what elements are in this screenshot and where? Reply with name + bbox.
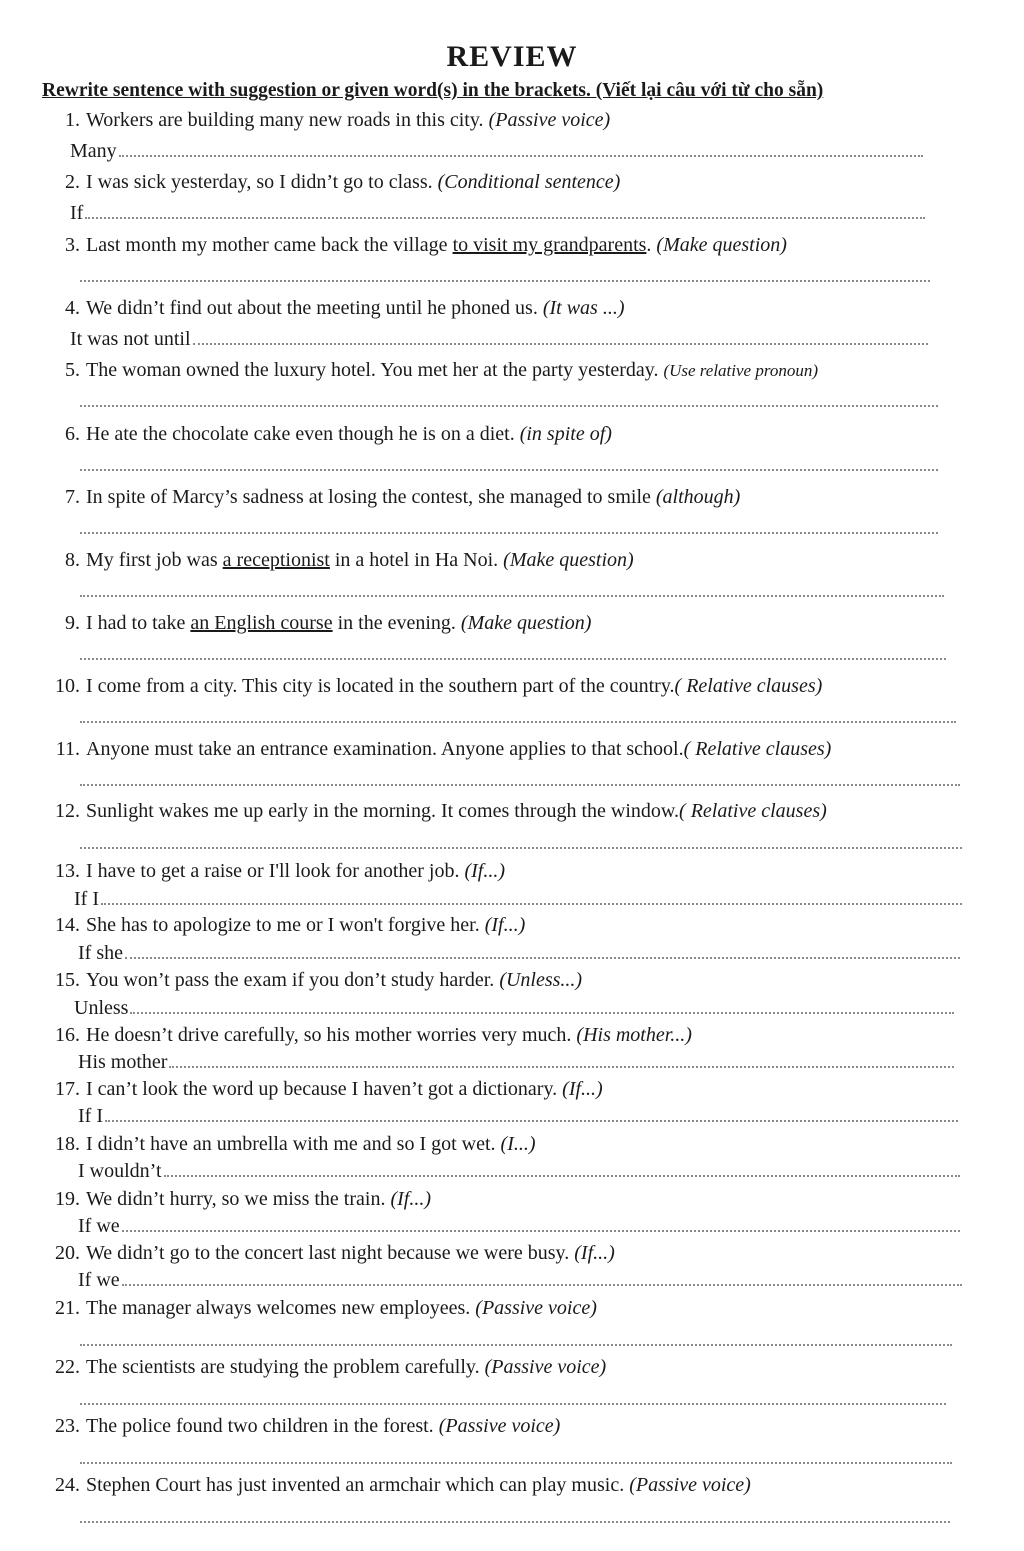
exercise-item-16	[48, 1022, 988, 1048]
item-number: 19.	[55, 1188, 80, 1210]
answer-dots	[85, 200, 925, 219]
item-number: 20.	[55, 1242, 80, 1264]
answer-line-22[interactable]	[78, 1386, 946, 1412]
item-number: 15.	[55, 969, 80, 991]
answer-dots	[80, 641, 946, 660]
item-hint: (Use relative pronoun)	[663, 361, 818, 380]
answer-line-19[interactable]	[78, 1213, 960, 1239]
item-hint: ( Relative clauses)	[674, 675, 823, 697]
item-sentence-start: My first job was	[86, 549, 223, 571]
answer-line-4[interactable]	[70, 326, 928, 352]
answer-start: If we	[78, 1215, 120, 1237]
item-number: 18.	[55, 1133, 80, 1155]
item-number: 16.	[55, 1024, 80, 1046]
item-sentence: The manager always welcomes new employees.	[86, 1297, 471, 1319]
exercise-item-7	[48, 484, 988, 510]
answer-line-5[interactable]	[78, 388, 938, 414]
item-hint: (If...)	[574, 1242, 615, 1264]
answer-line-18[interactable]	[78, 1158, 960, 1184]
answer-start: I wouldn’t	[78, 1160, 162, 1182]
answer-line-14[interactable]	[78, 940, 960, 966]
item-sentence: He doesn’t drive carefully, so his mother worries very much.	[86, 1024, 572, 1046]
answer-dots	[105, 1103, 958, 1122]
answer-dots	[80, 1504, 950, 1523]
item-sentence: We didn’t find out about the meeting until he phoned us.	[86, 297, 538, 319]
answer-start: If she	[78, 942, 123, 964]
item-hint: (It was ...)	[542, 297, 625, 319]
answer-dots	[80, 767, 960, 786]
item-sentence: She has to apologize to me or I won't forgive her.	[86, 914, 480, 936]
item-number: 22.	[55, 1356, 80, 1378]
item-number: 2.	[65, 171, 80, 193]
item-sentence: The scientists are studying the problem carefully.	[86, 1356, 480, 1378]
item-hint: (If...)	[464, 860, 506, 882]
exercise-item-9	[48, 610, 988, 636]
answer-line-23[interactable]	[78, 1445, 952, 1471]
answer-dots	[164, 1158, 960, 1177]
item-number: 7.	[65, 486, 80, 508]
item-hint: (If...)	[484, 914, 526, 936]
answer-dots	[80, 1445, 952, 1464]
item-sentence-end: in the evening.	[332, 612, 456, 634]
answer-line-2[interactable]	[70, 200, 925, 226]
item-sentence-end: in a hotel in Ha Noi.	[329, 549, 499, 571]
item-sentence: I come from a city. This city is located in the southern part of the country.	[86, 675, 675, 697]
item-hint: (Conditional sentence)	[437, 171, 621, 193]
answer-line-24[interactable]	[78, 1504, 950, 1530]
answer-start: Unless	[74, 997, 129, 1019]
answer-line-8[interactable]	[78, 578, 944, 604]
exercise-item-3	[48, 232, 988, 258]
item-hint: (If...)	[390, 1188, 431, 1210]
answer-dots	[119, 138, 923, 157]
item-sentence: I was sick yesterday, so I didn’t go to class.	[86, 171, 433, 193]
exercise-item-5	[48, 357, 988, 383]
item-sentence: I didn’t have an umbrella with me and so I got wet.	[86, 1133, 496, 1155]
item-hint: (His mother...)	[576, 1024, 692, 1046]
underlined-phrase: an English course	[190, 612, 333, 634]
item-number: 12.	[55, 800, 80, 822]
item-hint: (Passive voice)	[438, 1415, 561, 1437]
answer-line-21[interactable]	[78, 1327, 952, 1353]
answer-dots	[169, 1049, 954, 1068]
item-hint: (although)	[655, 486, 741, 508]
item-hint: (Passive voice)	[484, 1356, 607, 1378]
item-number: 21.	[55, 1297, 80, 1319]
item-sentence: Stephen Court has just invented an armchair which can play music.	[86, 1474, 625, 1496]
instruction: Rewrite sentence with suggestion or given word(s) in the brackets. (Viết lại câu với từ cho sẵn)	[42, 80, 824, 101]
item-hint: (Unless...)	[499, 969, 583, 991]
item-sentence: We didn’t hurry, so we miss the train.	[86, 1188, 386, 1210]
item-hint: (Make question)	[503, 549, 634, 571]
item-sentence: In spite of Marcy’s sadness at losing the contest, she managed to smile	[86, 486, 651, 508]
answer-line-1[interactable]	[70, 138, 923, 164]
item-sentence: We didn’t go to the concert last night because we were busy.	[86, 1242, 570, 1264]
exercise-item-4	[48, 295, 988, 321]
item-hint: ( Relative clauses)	[683, 738, 832, 760]
item-number: 6.	[65, 423, 80, 445]
item-hint: (Passive voice)	[629, 1474, 751, 1496]
exercise-item-10	[48, 673, 988, 699]
item-sentence: You won’t pass the exam if you don’t study harder.	[86, 969, 495, 991]
answer-line-17[interactable]	[78, 1103, 958, 1129]
answer-dots	[80, 263, 930, 282]
answer-dots	[80, 578, 944, 597]
exercise-item-15	[48, 967, 988, 993]
exercise-item-23	[48, 1413, 988, 1439]
answer-start: If I	[74, 888, 99, 910]
exercise-item-1	[48, 107, 988, 133]
answer-dots	[122, 1213, 960, 1232]
answer-dots	[80, 1327, 952, 1346]
item-number: 23.	[55, 1415, 80, 1437]
answer-line-12[interactable]	[78, 830, 962, 856]
answer-line-3[interactable]	[78, 263, 930, 289]
item-number: 8.	[65, 549, 80, 571]
item-hint: (Passive voice)	[488, 109, 611, 131]
item-number: 13.	[55, 860, 80, 882]
item-number: 17.	[55, 1078, 80, 1100]
answer-line-6[interactable]	[78, 452, 938, 478]
answer-dots	[130, 995, 954, 1014]
answer-dots	[80, 830, 962, 849]
item-hint: (Make question)	[460, 612, 592, 634]
answer-line-7[interactable]	[78, 515, 938, 541]
exercise-item-11	[48, 736, 988, 762]
item-number: 1.	[65, 109, 80, 131]
item-number: 24.	[55, 1474, 80, 1496]
item-sentence-start: Last month my mother came back the village	[86, 234, 453, 256]
answer-dots	[125, 940, 960, 959]
exercise-item-21	[48, 1295, 988, 1321]
answer-dots	[80, 452, 938, 471]
item-sentence-end: .	[646, 234, 652, 256]
answer-dots	[80, 515, 938, 534]
item-sentence: The police found two children in the forest.	[86, 1415, 434, 1437]
answer-dots	[80, 1386, 946, 1405]
answer-start: If	[70, 202, 84, 224]
item-hint: (If...)	[562, 1078, 603, 1100]
item-hint: (I...)	[500, 1133, 536, 1155]
answer-line-13[interactable]	[74, 886, 962, 912]
exercise-item-20	[48, 1240, 988, 1266]
answer-line-11[interactable]	[78, 767, 960, 793]
item-sentence: Workers are building many new roads in this city.	[86, 109, 484, 131]
item-sentence-start: I had to take	[86, 612, 191, 634]
answer-start: If I	[78, 1105, 103, 1127]
exercise-item-18	[48, 1131, 988, 1157]
item-sentence: I have to get a raise or I'll look for another job.	[86, 860, 460, 882]
answer-dots	[193, 326, 928, 345]
underlined-phrase: a receptionist	[222, 549, 330, 571]
answer-line-15[interactable]	[74, 995, 954, 1021]
item-number: 14.	[55, 914, 80, 936]
item-number: 4.	[65, 297, 80, 319]
answer-dots	[80, 704, 956, 723]
item-sentence: Sunlight wakes me up early in the morning. It comes through the window.	[86, 800, 680, 822]
answer-dots	[122, 1267, 962, 1286]
answer-start: If we	[78, 1269, 120, 1291]
item-sentence: I can’t look the word up because I haven’t got a dictionary.	[86, 1078, 558, 1100]
exercise-item-6	[48, 421, 988, 447]
item-hint: (Make question)	[656, 234, 787, 256]
exercise-item-14	[48, 912, 988, 938]
exercise-item-8	[48, 547, 988, 573]
exercise-item-24	[48, 1472, 988, 1498]
answer-line-9[interactable]	[78, 641, 946, 667]
exercise-item-17	[48, 1076, 988, 1102]
answer-line-10[interactable]	[78, 704, 956, 730]
exercise-item-13	[48, 858, 988, 884]
answer-line-16[interactable]	[78, 1049, 954, 1075]
item-number: 3.	[65, 234, 80, 256]
underlined-phrase: to visit my grandparents	[452, 234, 647, 256]
item-hint: (Passive voice)	[475, 1297, 597, 1319]
exercise-item-22	[48, 1354, 988, 1380]
answer-start: Many	[70, 140, 117, 162]
item-number: 11.	[55, 738, 80, 760]
item-number: 9.	[65, 612, 80, 634]
exercise-item-12	[48, 798, 988, 824]
page-title: REVIEW	[446, 40, 578, 73]
item-number: 5.	[65, 359, 80, 381]
item-sentence: Anyone must take an entrance examination. Anyone applies to that school.	[86, 738, 684, 760]
answer-line-20[interactable]	[78, 1267, 962, 1293]
answer-dots	[101, 886, 962, 905]
answer-dots	[80, 388, 938, 407]
exercise-item-19	[48, 1186, 988, 1212]
answer-start: It was not until	[70, 328, 191, 350]
item-hint: ( Relative clauses)	[679, 800, 827, 822]
item-hint: (in spite of)	[519, 423, 612, 445]
item-sentence: He ate the chocolate cake even though he is on a diet.	[86, 423, 515, 445]
answer-start: His mother	[78, 1051, 168, 1073]
exercise-item-2	[48, 169, 988, 195]
item-sentence: The woman owned the luxury hotel. You met her at the party yesterday.	[86, 359, 659, 381]
item-number: 10.	[55, 675, 80, 697]
